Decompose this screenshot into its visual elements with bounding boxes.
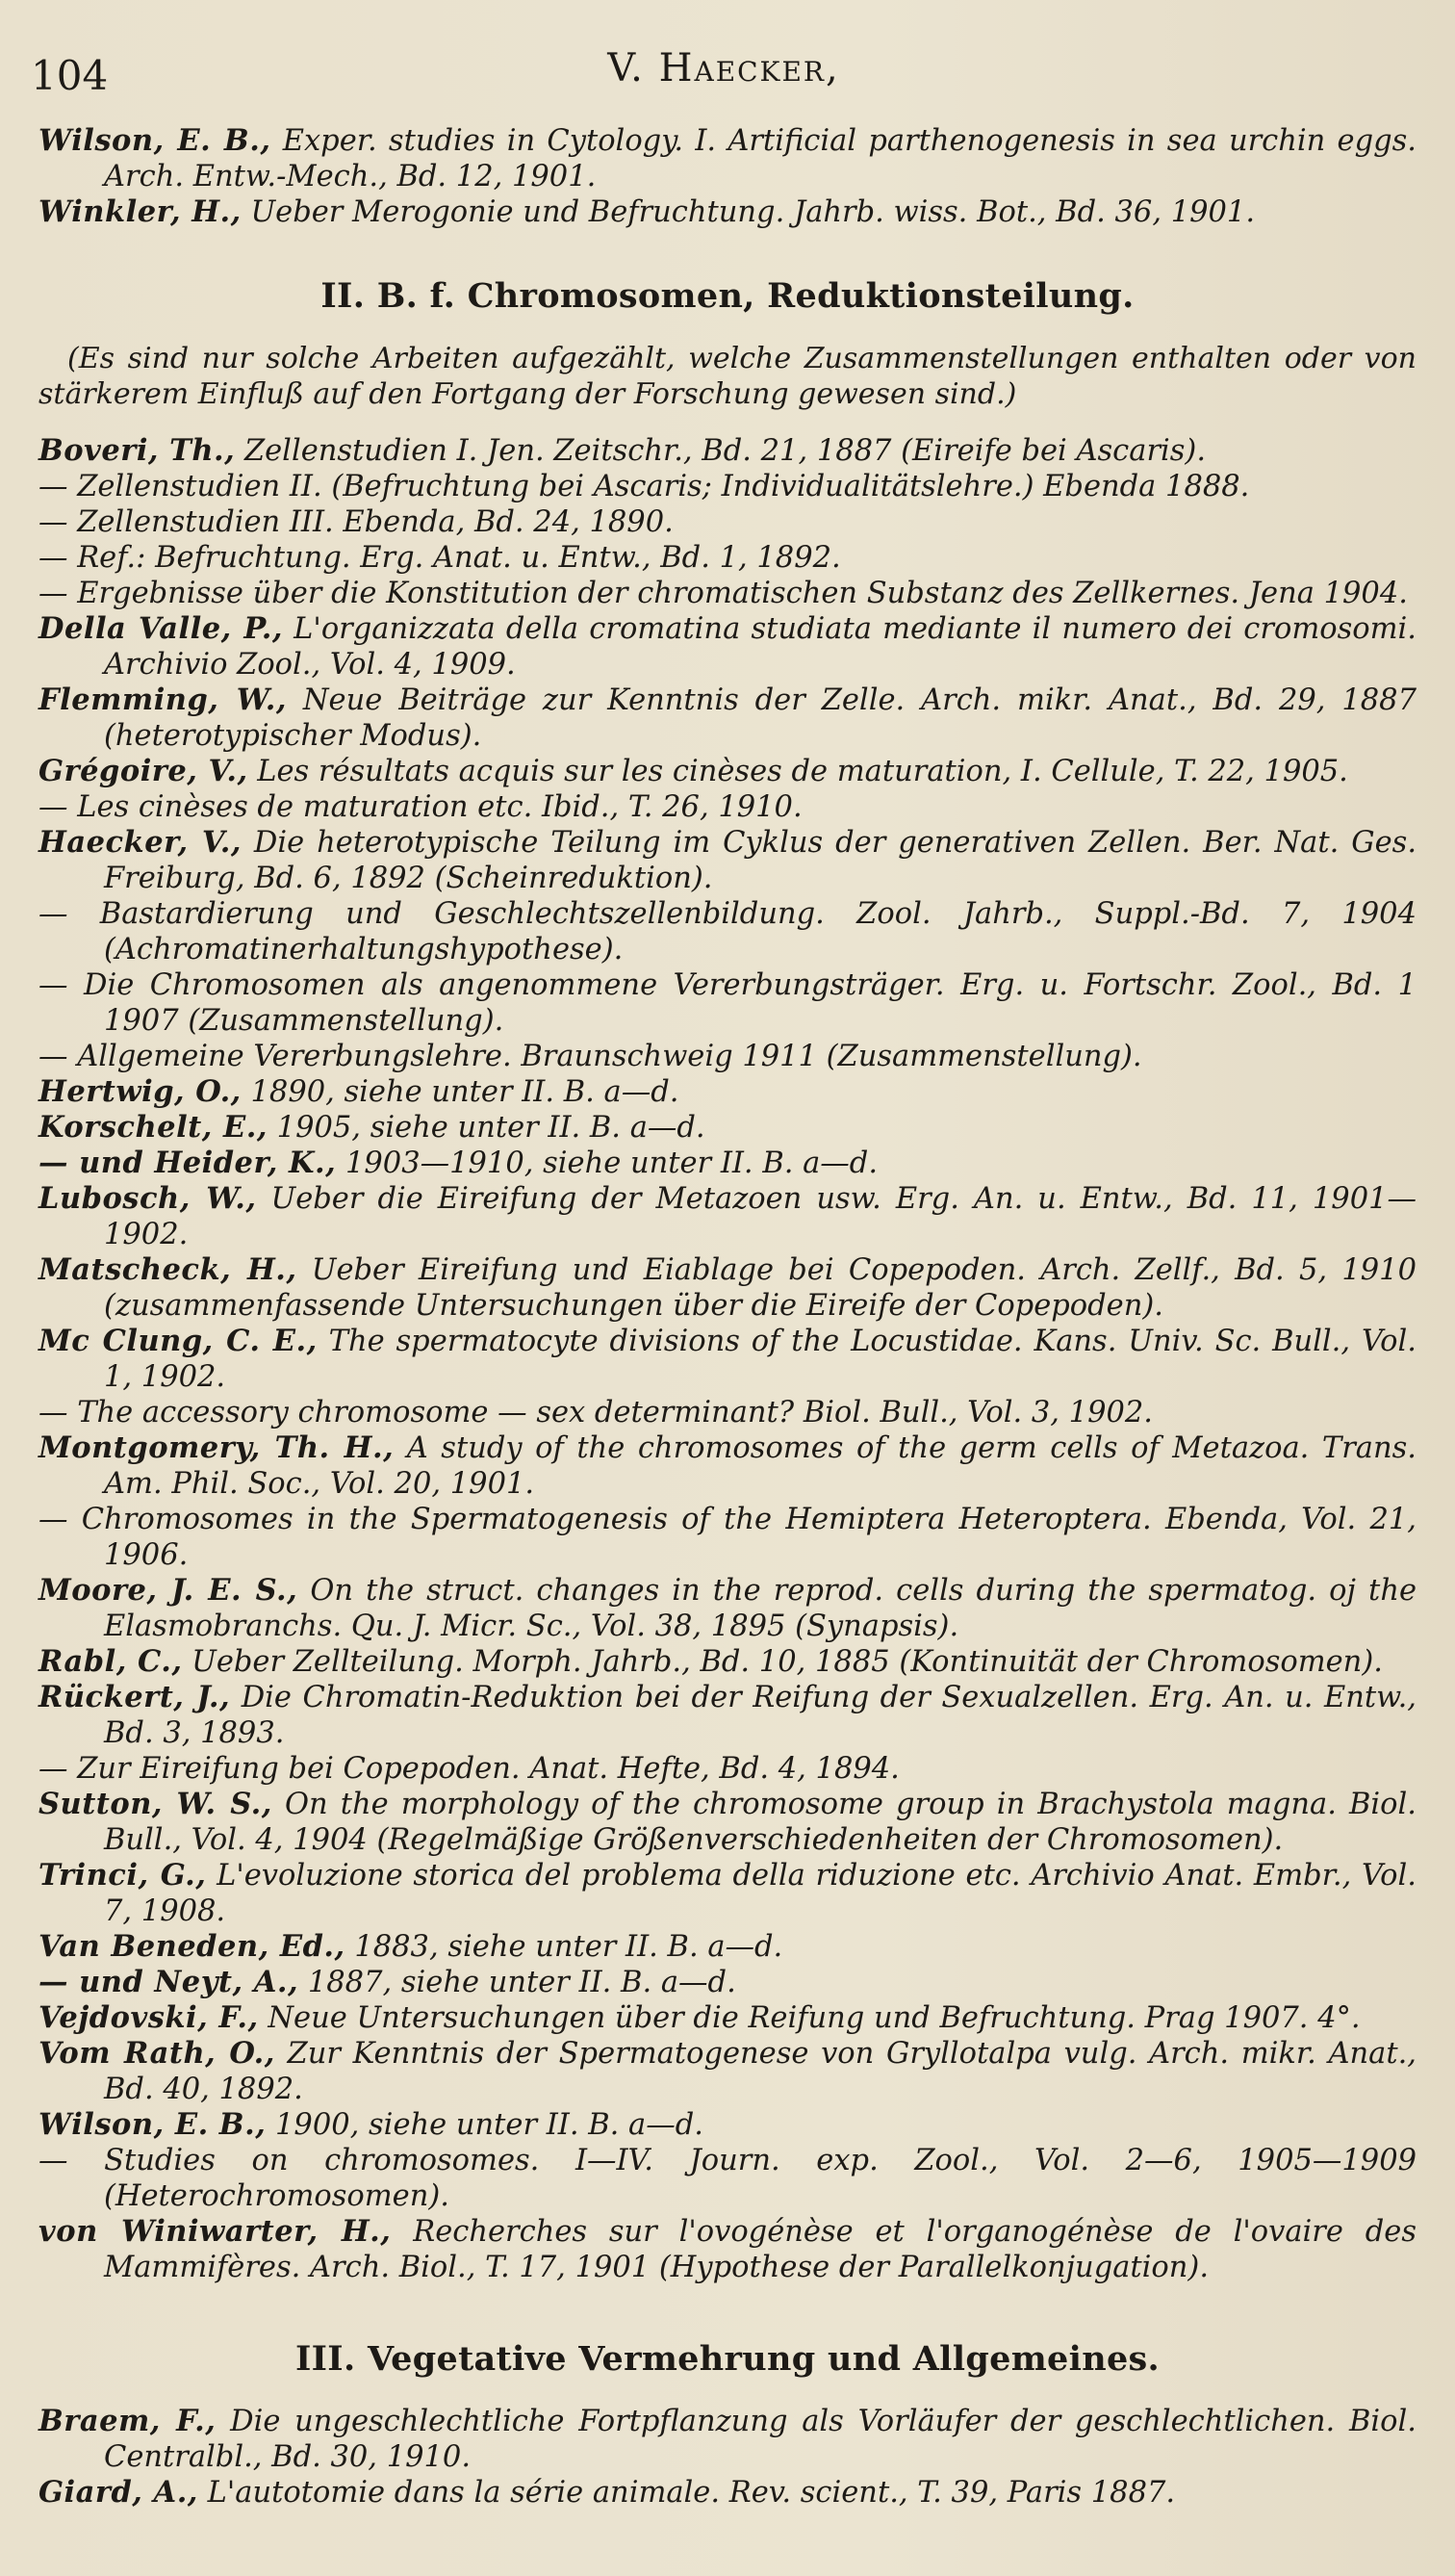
bibliography-entry [38,1502,1417,1573]
entry-text: Ueber Eireifung und Eiablage bei Copepoden. Arch. Zellf., Bd. 5, 1910 (zusammenfassende Untersuchungen über die Eireife der Copepoden). [104,1253,1417,1323]
entry-text: 1903—1910, siehe unter II. B. a—d. [336,1146,879,1180]
bibliography-entry [38,2107,1417,2143]
entry-author: Moore, J. E. S., [38,1573,298,1608]
bibliography-entry [38,754,1417,789]
entry-author: Giard, A., [38,2475,198,2510]
bibliography-entry [38,2143,1417,2214]
section2-entry-list [38,433,1417,2285]
bibliography-entry [38,1074,1417,1110]
entry-text: 1900, siehe unter II. B. a—d. [266,2108,703,2142]
entry-author: Lubosch, W., [38,1181,257,1216]
entry-author: Hertwig, O., [38,1074,242,1109]
entry-text: Ueber Zellteilung. Morph. Jahrb., Bd. 10, 1885 (Kontinuität der Chromosomen). [182,1645,1383,1679]
entry-author: Wilson, E. B., [38,2107,267,2142]
entry-author: Grégoire, V., [38,754,248,788]
entry-author: Van Beneden, Ed., [38,1929,345,1964]
bibliography-entry [38,2475,1417,2511]
entry-text: — Studies on chromosomes. I—IV. Journ. exp. Zool., Vol. 2—6, 1905—1909 (Heterochromosomen). [38,2144,1417,2213]
bibliography-entry [38,1252,1417,1324]
page-number: 104 [31,52,109,99]
bibliography-entry [38,1110,1417,1146]
entry-author: Montgomery, Th. H., [38,1430,395,1465]
bibliography-entry [38,1858,1417,1929]
section-intro: (Es sind nur solche Arbeiten aufgezählt, welche Zusammenstellungen enthalten oder von stärkerem Einfluß auf den Fortgang der Forschung gewesen sind.) [38,342,1417,411]
entry-text: — Chromosomes in the Spermatogenesis of the Hemiptera Heteroptera. Ebenda, Vol. 21, 1906. [38,1503,1417,1572]
bibliography-entry [38,1680,1417,1751]
entry-author: — und Heider, K., [38,1146,337,1180]
bibliography-entry [38,1929,1417,1965]
entry-text: Die Chromatin-Reduktion bei der Reifung der Sexualzellen. Erg. An. u. Entw., Bd. 3, 1893. [104,1681,1417,1750]
entry-author: Trinci, G., [38,1858,207,1893]
entry-text: — Ergebnisse über die Konstitution der chromatischen Substanz des Zellkernes. Jena 1904. [38,577,1408,610]
running-head: V. Haecker, [607,46,840,90]
bibliography-entry [38,469,1417,504]
entry-author: Sutton, W. S., [38,1787,272,1821]
bibliography-entry [38,1039,1417,1074]
entry-text: L'evoluzione storica del problema della riduzione etc. Archivio Anat. Embr., Vol. 7, 1908. [104,1859,1417,1928]
entry-text: Die heterotypische Teilung im Cyklus der generativen Zellen. Ber. Nat. Ges. Freiburg, Bd. 6, 1892 (Scheinreduktion). [104,826,1417,895]
entry-author: Della Valle, P., [38,611,283,646]
entry-text: Zur Kenntnis der Spermatogenese von Gryllotalpa vulg. Arch. mikr. Anat., Bd. 40, 1892. [104,2037,1417,2106]
entry-text: Exper. studies in Cytology. I. Artificial parthenogenesis in sea urchin eggs. Arch. Entw.-Mech., Bd. 12, 1901. [104,124,1417,193]
bibliography-entry [38,1324,1417,1395]
bibliography-entry [38,1787,1417,1858]
entry-author: — und Neyt, A., [38,1965,299,1999]
entry-author: Braem, F., [38,2404,217,2438]
bibliography-entry [38,194,1417,230]
bibliography-entry [38,1395,1417,1430]
entry-text: Recherches sur l'ovogénèse et l'organogénèse de l'ovaire des Mammifères. Arch. Biol., T. 17, 1901 (Hypothese der Parallelkonjugation). [104,2215,1417,2284]
entry-author: Matscheck, H., [38,1252,297,1287]
page-header [31,46,1417,104]
entry-text: — Ref.: Befruchtung. Erg. Anat. u. Entw., Bd. 1, 1892. [38,541,841,575]
bibliography-entry [38,1573,1417,1644]
bibliography-entry [38,433,1417,469]
entry-author: Rabl, C., [38,1644,183,1679]
entry-text: — Zur Eireifung bei Copepoden. Anat. Hefte, Bd. 4, 1894. [38,1752,900,1786]
bibliography-entry [38,1644,1417,1680]
entry-text: On the struct. changes in the reprod. cells during the spermatog. oj the Elasmobranchs. Qu. J. Micr. Sc., Vol. 38, 1895 (Synapsis). [104,1574,1417,1643]
bibliography-entry [38,1965,1417,2000]
bibliography-entry [38,2404,1417,2475]
entry-text: Ueber Merogonie und Befruchtung. Jahrb. wiss. Bot., Bd. 36, 1901. [241,195,1256,229]
bibliography-entry [38,611,1417,683]
entry-author: Haecker, V., [38,825,242,860]
bibliography-entry [38,540,1417,576]
entry-text: The spermatocyte divisions of the Locustidae. Kans. Univ. Sc. Bull., Vol. 1, 1902. [104,1325,1417,1394]
entry-text: 1887, siehe unter II. B. a—d. [298,1966,736,1999]
entry-text: — Zellenstudien III. Ebenda, Bd. 24, 1890. [38,505,674,539]
entry-text: L'organizzata della cromatina studiata mediante il numero dei cromosomi. Archivio Zool., Vol. 4, 1909. [104,612,1417,682]
entry-text: Neue Beiträge zur Kenntnis der Zelle. Arch. mikr. Anat., Bd. 29, 1887 (heterotypischer Modus). [104,683,1417,753]
entry-text: On the morphology of the chromosome group in Brachystola magna. Biol. Bull., Vol. 4, 1904 (Regelmäßige Größenverschiedenheiten der Chromosomen). [104,1788,1417,1857]
entry-text: A study of the chromosomes of the germ cells of Metazoa. Trans. Am. Phil. Soc., Vol. 20, 1901. [104,1431,1417,1501]
entry-text: Zellenstudien I. Jen. Zeitschr., Bd. 21, 1887 (Eireife bei Ascaris). [235,434,1207,468]
entry-text: 1883, siehe unter II. B. a—d. [345,1930,783,1964]
bibliography-entry [38,2000,1417,2036]
section-title-chromosomen: II. B. f. Chromosomen, Reduktionsteilung. [320,276,1135,316]
bibliography [38,123,1417,2511]
entry-author: Mc Clung, C. E., [38,1324,318,1358]
entry-author: Flemming, W., [38,683,287,717]
entry-author: Vejdovski, F., [38,2000,259,2035]
entry-text: 1905, siehe unter II. B. a—d. [267,1111,705,1145]
bibliography-entry [38,683,1417,754]
entry-text: — Les cinèses de maturation etc. Ibid., T. 26, 1910. [38,790,803,824]
bibliography-entry [38,825,1417,896]
entry-author: Rückert, J., [38,1680,231,1714]
entry-text: L'autotomie dans la série animale. Rev. scient., T. 39, Paris 1887. [197,2476,1176,2510]
bibliography-entry [38,1146,1417,1181]
entry-text: — Die Chromosomen als angenommene Vererbungsträger. Erg. u. Fortschr. Zool., Bd. 1 1907 (Zusammenstellung). [38,968,1417,1038]
entry-text: 1890, siehe unter II. B. a—d. [241,1075,679,1109]
bibliography-entry [38,2036,1417,2107]
entry-text: Ueber die Eireifung der Metazoen usw. Erg. An. u. Entw., Bd. 11, 1901—1902. [104,1182,1417,1251]
bibliography-entry [38,504,1417,540]
entry-text: — The accessory chromosome — sex determinant? Biol. Bull., Vol. 3, 1902. [38,1396,1154,1430]
bibliography-entry [38,896,1417,967]
entry-author: Boveri, Th., [38,433,236,468]
entry-author: von Winiwarter, H., [38,2214,392,2249]
bibliography-entry [38,1430,1417,1502]
entry-text: Neue Untersuchungen über die Reifung und Befruchtung. Prag 1907. 4°. [258,2001,1361,2035]
entry-author: Vom Rath, O., [38,2036,275,2071]
bibliography-entry [38,1751,1417,1787]
top-entry-list [38,123,1417,230]
bibliography-entry [38,1181,1417,1252]
entry-text: — Bastardierung und Geschlechtszellenbildung. Zool. Jahrb., Suppl.-Bd. 7, 1904 (Achromatinerhaltungshypothese). [38,897,1417,966]
entry-text: — Allgemeine Vererbungslehre. Braunschweig 1911 (Zusammenstellung). [38,1040,1142,1073]
entry-author: Winkler, H., [38,194,242,229]
entry-author: Korschelt, E., [38,1110,268,1145]
bibliography-entry [38,576,1417,611]
entry-text: Les résultats acquis sur les cinèses de maturation, I. Cellule, T. 22, 1905. [247,755,1348,788]
entry-text: — Zellenstudien II. (Befruchtung bei Ascaris; Individualitätslehre.) Ebenda 1888. [38,470,1250,503]
section3-entry-list [38,2404,1417,2511]
section-title-vegetative: III. Vegetative Vermehrung und Allgemeines. [294,2339,1161,2379]
entry-text: Die ungeschlechtliche Fortpflanzung als Vorläufer der geschlechtlichen. Biol. Centralbl., Bd. 30, 1910. [104,2405,1417,2474]
entry-author: Wilson, E. B., [38,123,271,158]
bibliography-entry [38,123,1417,194]
bibliography-entry [38,967,1417,1039]
bibliography-entry [38,789,1417,825]
bibliography-entry [38,2214,1417,2285]
